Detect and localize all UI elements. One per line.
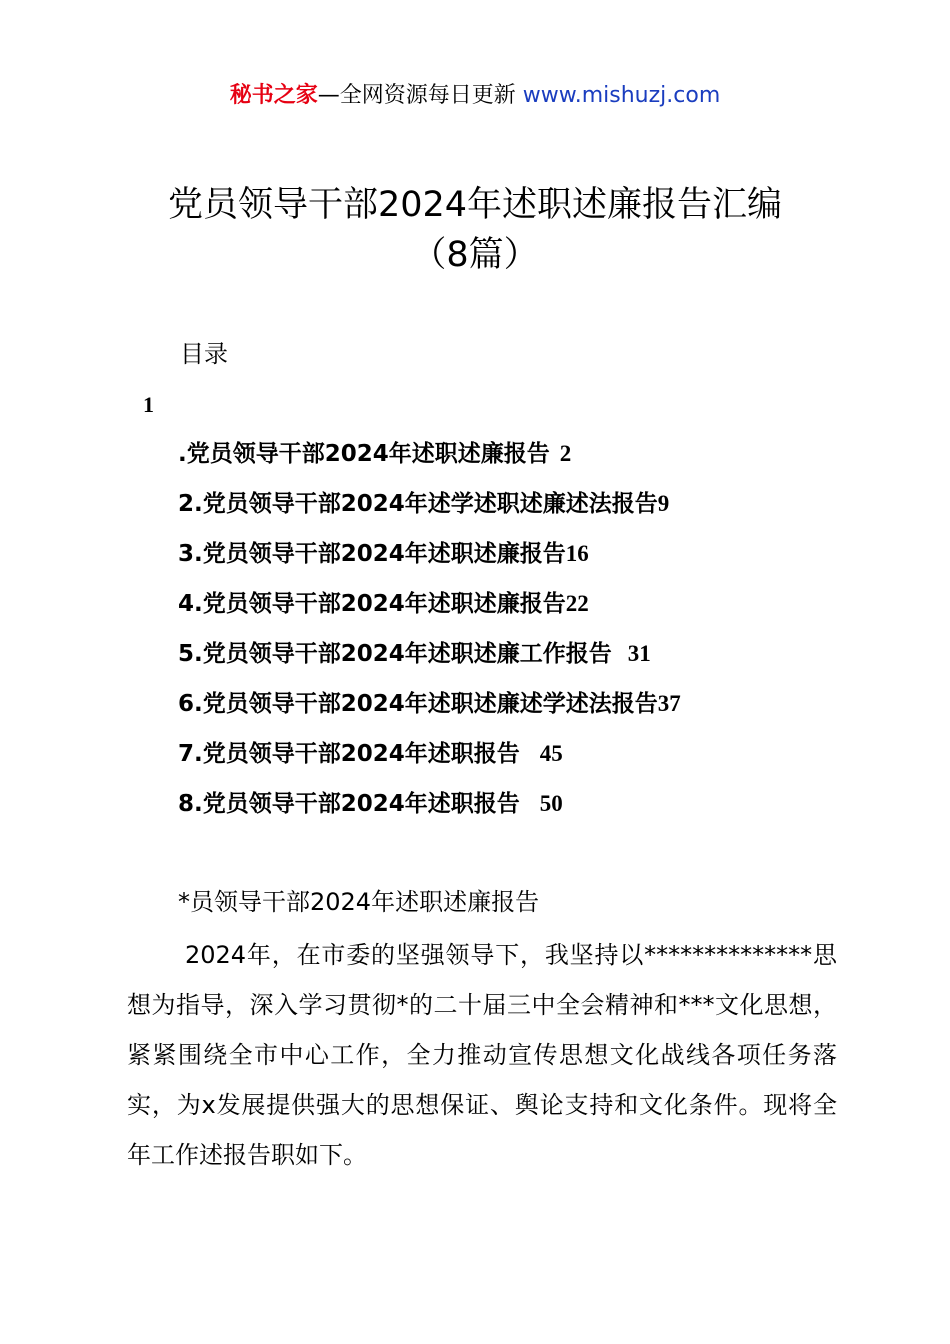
toc-item-page: 37 bbox=[657, 691, 681, 716]
toc-item-page: 2 bbox=[559, 441, 572, 466]
toc-first-marker: 1 bbox=[143, 392, 154, 417]
toc-item-label: 7.党员领导干部2024年述职报告 bbox=[178, 741, 520, 767]
toc-item-label: 4.党员领导干部2024年述职述廉报告 bbox=[178, 591, 566, 617]
toc-item-page: 9 bbox=[657, 491, 670, 516]
toc-item-label: .党员领导干部2024年述职述廉报告 bbox=[178, 441, 550, 467]
toc-item-label: 8.党员领导干部2024年述职报告 bbox=[178, 791, 520, 817]
toc-list bbox=[178, 436, 681, 836]
site-header bbox=[0, 80, 950, 112]
document-title bbox=[0, 180, 950, 280]
toc-item-label: 2.党员领导干部2024年述学述职述廉述法报告 bbox=[178, 491, 658, 517]
site-tagline: —全网资源每日更新 bbox=[317, 83, 523, 108]
document-title-line2: （8篇） bbox=[411, 235, 539, 275]
toc-item[interactable] bbox=[178, 686, 681, 736]
body-paragraph bbox=[127, 930, 837, 1180]
toc-item[interactable] bbox=[178, 536, 681, 586]
toc-item[interactable] bbox=[178, 636, 681, 686]
document-title-line1: 党员领导干部2024年述职述廉报告汇编 bbox=[167, 185, 783, 225]
body-paragraph-text: 2024年，在市委的坚强领导下，我坚持以**************思想为指导，深入学习贯彻*的二十届三中全会精神和***文化思想，紧紧围绕全市中心工作，全力推动宣传思想文化战线各项任务落实，为x发展提供强大的思想保证、舆论支持和文化条件。现将全年工作述报告职如下。 bbox=[127, 941, 837, 1169]
toc-item-page: 31 bbox=[627, 641, 651, 666]
toc-item[interactable] bbox=[178, 736, 681, 786]
toc-item-label: 5.党员领导干部2024年述职述廉工作报告 bbox=[178, 641, 612, 667]
toc-item-label: 3.党员领导干部2024年述职述廉报告 bbox=[178, 541, 566, 567]
toc-item[interactable] bbox=[178, 486, 681, 536]
site-url-link[interactable]: www.mishuzj.com bbox=[522, 83, 721, 108]
toc-item[interactable] bbox=[178, 436, 681, 486]
toc-item-label: 6.党员领导干部2024年述职述廉述学述法报告 bbox=[178, 691, 658, 717]
site-brand: 秘书之家 bbox=[229, 83, 318, 108]
section-heading: *员领导干部2024年述职述廉报告 bbox=[178, 888, 540, 916]
toc-heading: 目录 bbox=[180, 340, 228, 368]
toc-item-page: 50 bbox=[539, 791, 563, 816]
toc-item-page: 45 bbox=[539, 741, 563, 766]
toc-item-page: 22 bbox=[565, 591, 589, 616]
toc-item-page: 16 bbox=[565, 541, 589, 566]
toc-item[interactable] bbox=[178, 586, 681, 636]
toc-item[interactable] bbox=[178, 786, 681, 836]
